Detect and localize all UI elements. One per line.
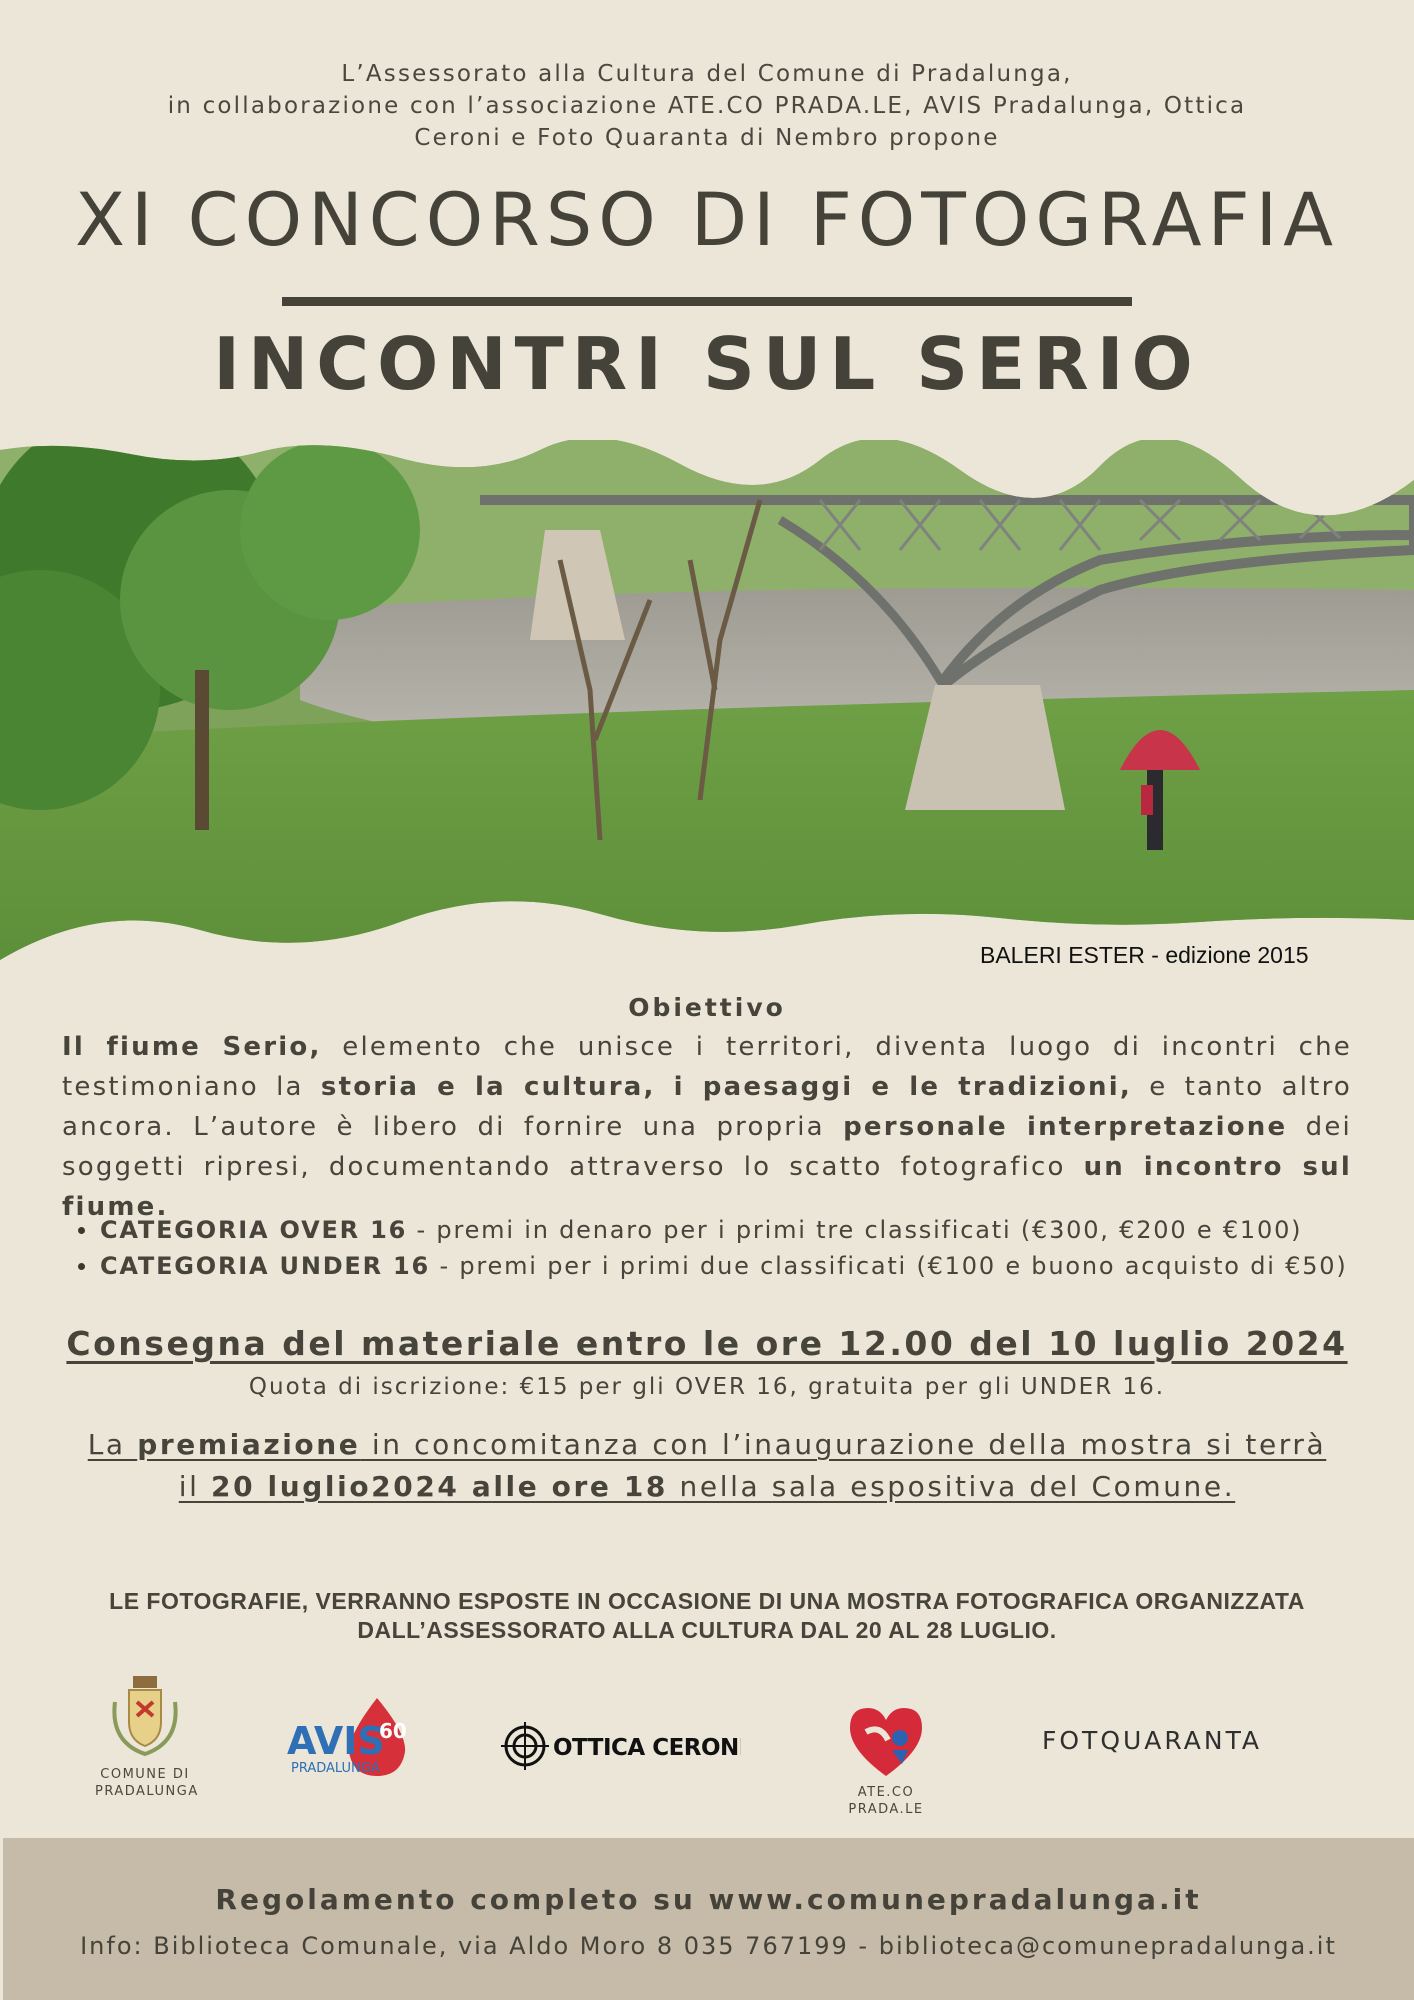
objective-bold-3: personale interpretazione	[843, 1112, 1288, 1142]
category-name: CATEGORIA OVER 16	[100, 1216, 408, 1244]
objective-text-2: e tanto altro ancora. L’autore è libero di fornire una propria	[62, 1072, 1352, 1142]
award-text: il	[178, 1470, 212, 1503]
avis-wordmark: AVIS	[287, 1719, 385, 1763]
submission-deadline: Consegna del materiale entro le ore 12.00 del 10 luglio 2024	[66, 1324, 1348, 1363]
ateco-heart-icon	[836, 1698, 936, 1780]
list-item	[100, 1212, 1380, 1248]
award-text: in concomitanza con l’inaugurazione della mostra si terrà	[360, 1428, 1327, 1461]
crosshair-icon	[501, 1722, 741, 1770]
list-item	[100, 1248, 1380, 1284]
avis-pradalunga-logo	[287, 1694, 417, 1780]
coat-of-arms-icon	[95, 1672, 195, 1762]
award-text: nella sala espositiva del Comune.	[668, 1470, 1236, 1503]
exhibit-line-1: LE FOTOGRAFIE, VERRANNO ESPOSTE IN OCCASIONE DI UNA MOSTRA FOTOGRAFICA ORGANIZZATA	[109, 1588, 1305, 1614]
award-date: 20 luglio2024 alle ore 18	[211, 1470, 669, 1503]
intro-line-1: L’Assessorato alla Cultura del Comune di Pradalunga,	[341, 61, 1073, 87]
category-name: CATEGORIA UNDER 16	[100, 1252, 431, 1280]
intro-line-2: in collaborazione con l’associazione ATE.CO PRADA.LE, AVIS Pradalunga, Ottica	[167, 93, 1247, 119]
objective-heading: Obiettivo	[628, 993, 786, 1022]
blood-drop-icon	[287, 1694, 417, 1780]
award-line-1	[0, 1424, 1414, 1466]
award-line-2	[0, 1466, 1414, 1508]
contest-title: XI CONCORSO DI FOTOGRAFIA	[74, 178, 1340, 263]
foto-quaranta-wordmark: FOTQUARANTA	[1042, 1726, 1262, 1755]
river-serio-photo	[0, 440, 1414, 965]
title-divider	[282, 297, 1132, 306]
footer-band	[3, 1838, 1414, 2000]
objective-bold-2: storia e la cultura, i paesaggi e le tradizioni,	[320, 1072, 1132, 1102]
objective-text-1: elemento che unisce i territori, diventa luogo di incontri che testimoniano la	[62, 1032, 1352, 1102]
category-desc: - premi in denaro per i primi tre classificati (€300, €200 e €100)	[407, 1216, 1303, 1244]
objective-bold-1: Il fiume Serio,	[62, 1032, 322, 1062]
categories-list	[100, 1212, 1380, 1284]
award-text: La	[87, 1428, 138, 1461]
objective-text-3: dei soggetti ripresi, documentando attraverso lo scatto fotografico	[62, 1112, 1352, 1182]
comune-pradalunga-logo	[95, 1672, 199, 1800]
intro-line-3: Ceroni e Foto Quaranta di Nembro propone	[414, 125, 1000, 151]
exhibition-notice	[0, 1587, 1414, 1645]
avis-subtitle: PRADALUNGA	[291, 1761, 380, 1776]
ateco-pradale-logo	[836, 1698, 936, 1818]
award-bold: premiazione	[137, 1428, 361, 1461]
exhibit-line-2: DALL’ASSESSORATO ALLA CULTURA DAL 20 AL 28 LUGLIO.	[357, 1617, 1057, 1643]
ottica-wordmark: OTTICA CERONI	[553, 1735, 741, 1761]
avis-anniversary: 60	[379, 1719, 407, 1743]
bullet-icon	[78, 1263, 85, 1270]
comune-caption-2: PRADALUNGA	[95, 1784, 199, 1799]
foto-quaranta-logo	[1042, 1726, 1292, 1766]
category-desc: - premi per i primi due classificati (€100 e buono acquisto di €50)	[430, 1252, 1348, 1280]
ateco-caption-1: ATE.CO	[857, 1785, 915, 1800]
objective-paragraph	[62, 1027, 1352, 1227]
award-ceremony	[0, 1424, 1414, 1508]
ateco-caption-2: PRADA.LE	[848, 1802, 924, 1817]
ottica-ceroni-logo	[501, 1722, 741, 1770]
registration-fee: Quota di iscrizione: €15 per gli OVER 16, gratuita per gli UNDER 16.	[248, 1374, 1166, 1400]
organizers-intro	[0, 58, 1414, 154]
rules-link-text: Regolamento completo su www.comunepradalunga.it	[215, 1883, 1202, 1916]
contact-info: Info: Biblioteca Comunale, via Aldo Moro 8 035 767199 - biblioteca@comunepradalunga.it	[80, 1932, 1337, 1960]
objective-bold-4: un incontro sul fiume.	[62, 1152, 1353, 1222]
photo-credit: BALERI ESTER - edizione 2015	[980, 942, 1309, 968]
comune-caption-1: COMUNE DI	[100, 1767, 190, 1782]
bullet-icon	[78, 1227, 85, 1234]
contest-subtitle: INCONTRI SUL SERIO	[213, 322, 1201, 406]
